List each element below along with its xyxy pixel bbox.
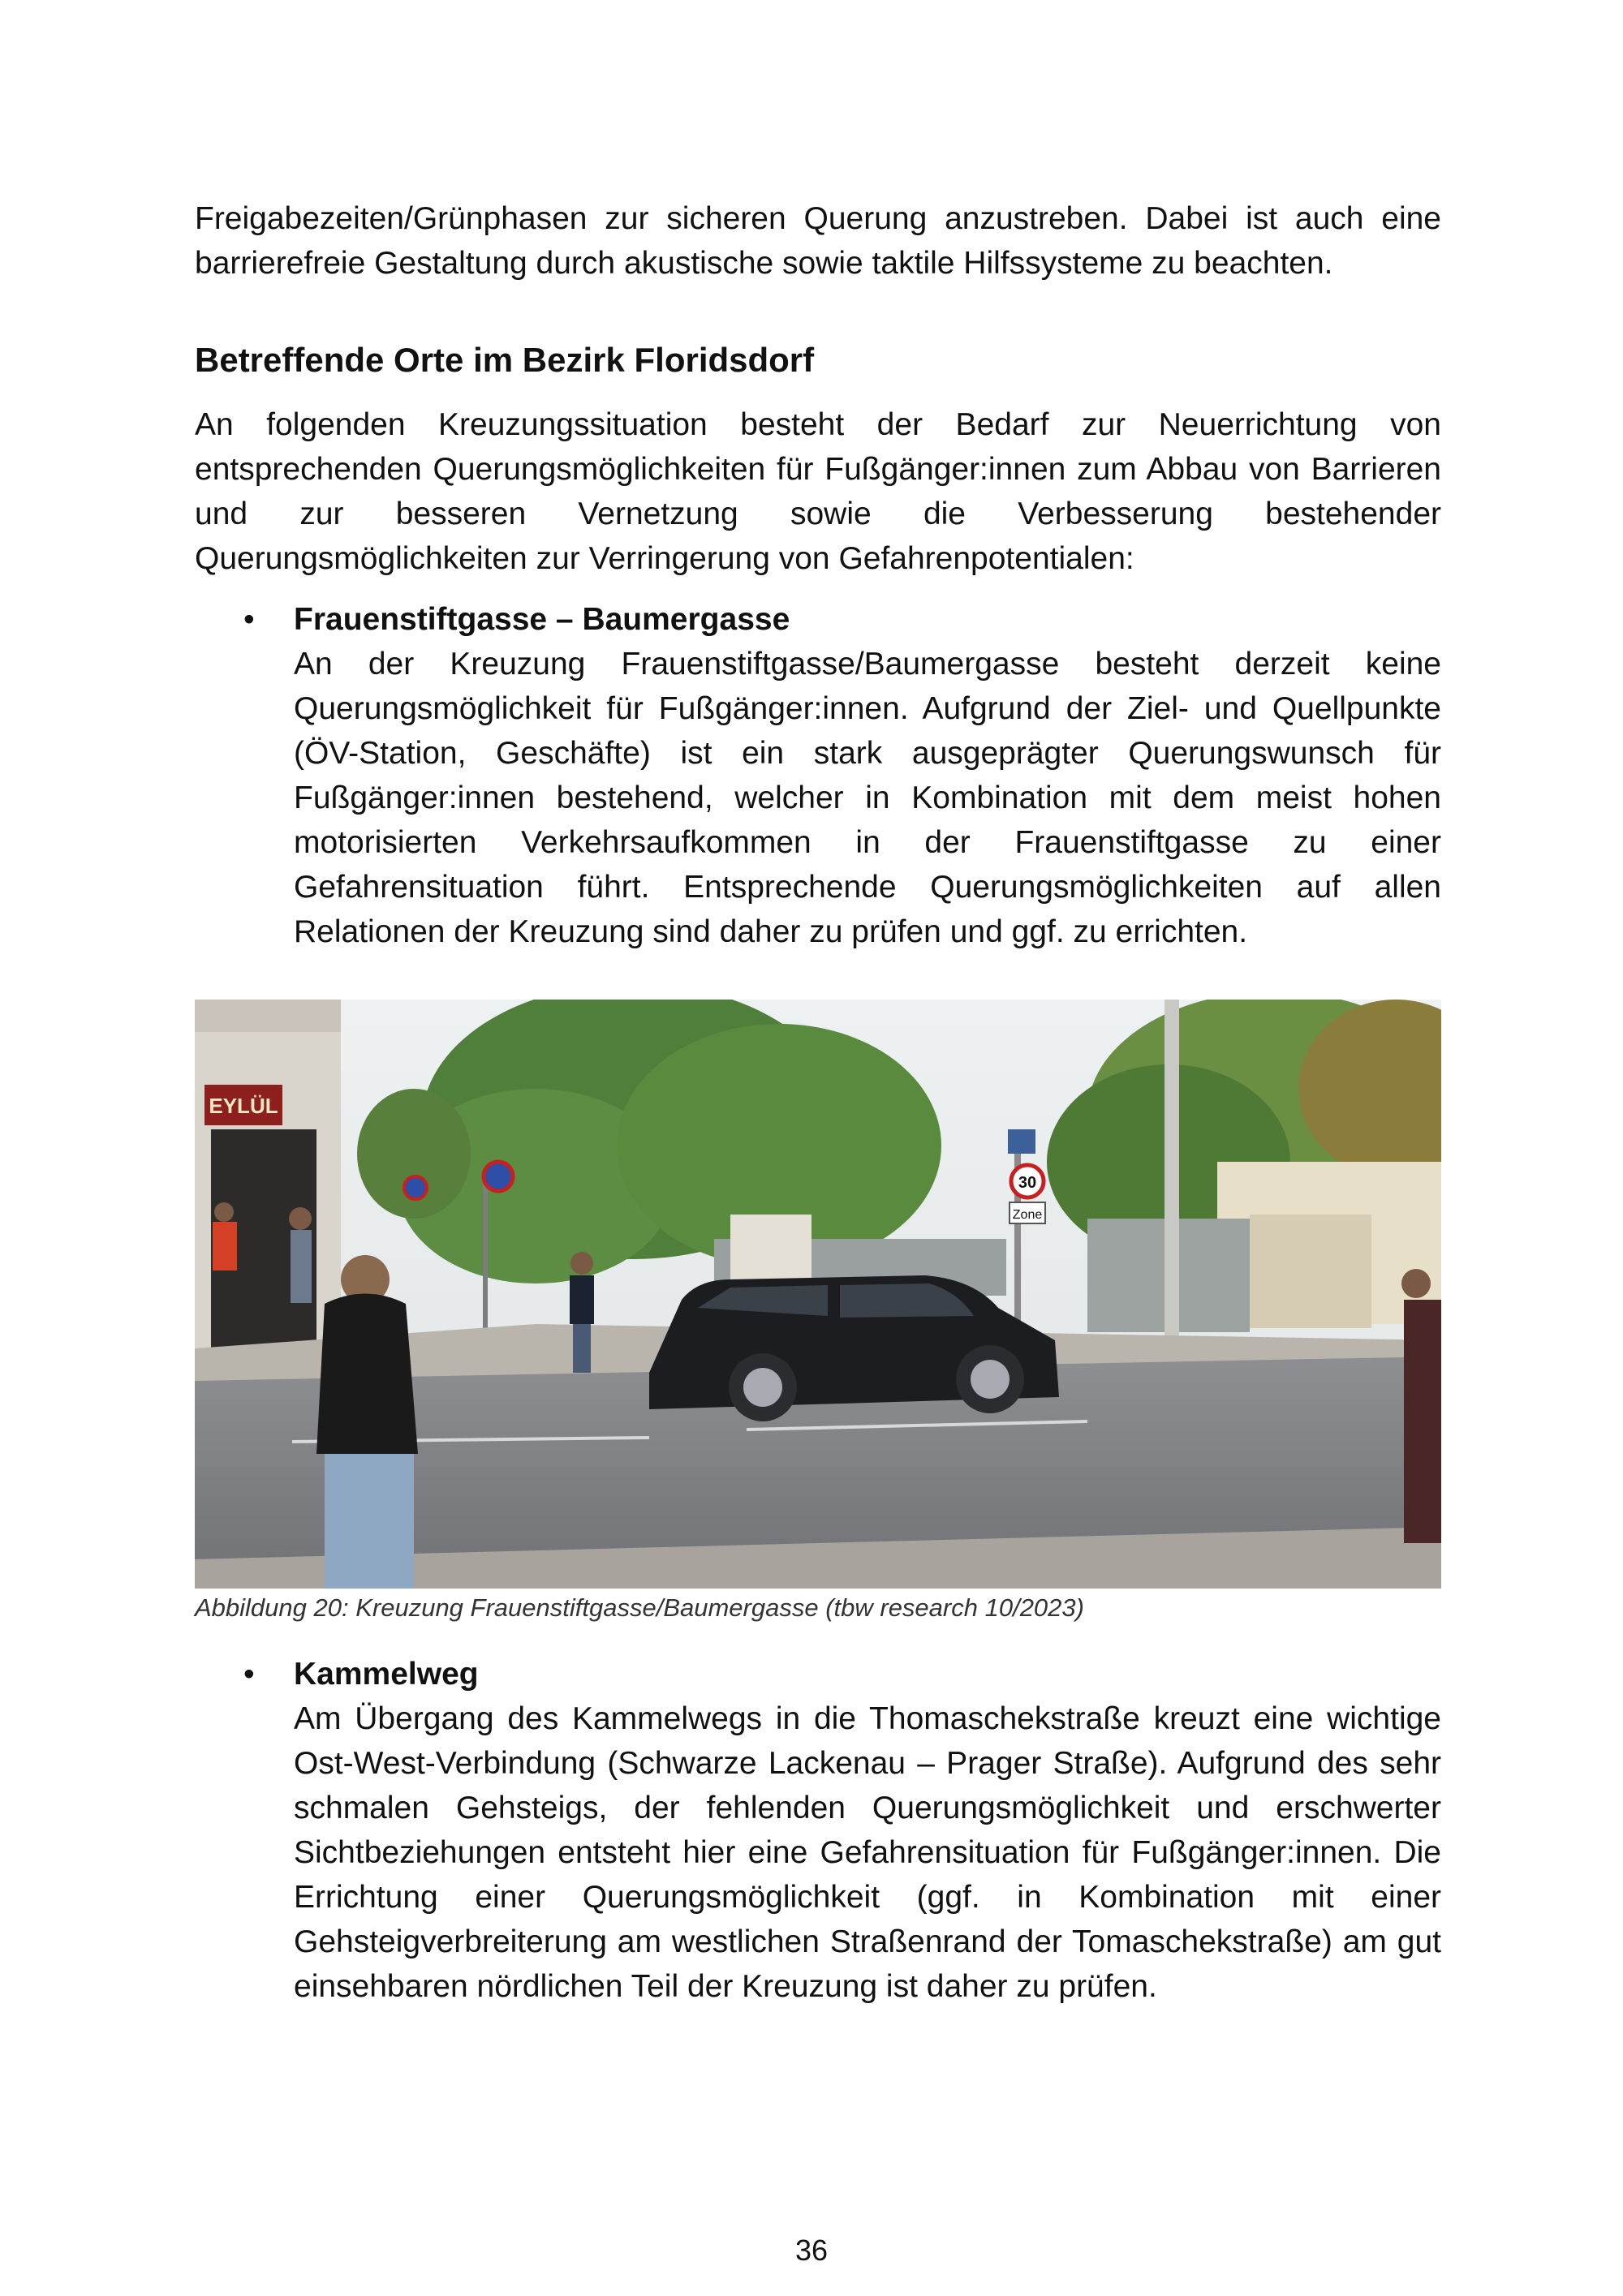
bullet-marker: • <box>243 1657 255 1692</box>
bullet-item-kammelweg <box>243 1652 1441 2009</box>
pole <box>1165 1000 1179 1340</box>
zone-label: Zone <box>1012 1208 1043 1222</box>
bullet-marker: • <box>243 602 255 637</box>
speed-limit-value: 30 <box>1018 1174 1037 1192</box>
figure-caption: Abbildung 20: Kreuzung Frauenstiftgasse/Baumergasse (tbw research 10/2023) <box>195 1593 1084 1622</box>
shop-sign: EYLÜL <box>209 1094 278 1118</box>
section-paragraph: An folgenden Kreuzungssituation besteht der Bedarf zur Neuerrichtung von entsprechenden Querungsmöglichkeiten für Fußgänger:innen zum Abbau von Barrieren und zur besseren Vernetzung sowie die Verbesserung bestehender Querungsmöglichkeiten zur Verringerung von Gefahrenpotentialen: <box>195 407 1441 576</box>
bullet-title: Frauenstiftgasse – Baumergasse <box>294 602 790 637</box>
sign-pole <box>1014 1129 1021 1340</box>
bullet-title: Kammelweg <box>294 1657 479 1692</box>
bullet-body: An der Kreuzung Frauenstiftgasse/Baumergasse besteht derzeit keine Querungsmöglichkeit für Fußgänger:innen. Aufgrund der Ziel- und Quellpunkte (ÖV-Station, Geschäfte) ist ein stark ausgeprägter Querungswunsch für Fußgänger:innen bestehend, welcher in Kombination mit dem meist hohen motorisierten Verkehrsaufkommen in der Frauenstiftgasse zu einer Gefahrensituation führt. Entsprechende Querungsmöglichkeiten auf allen Relationen der Kreuzung sind daher zu prüfen und ggf. zu errichten. <box>294 647 1441 949</box>
page-number: 36 <box>794 2234 829 2267</box>
figure-photo <box>195 1000 1441 1589</box>
pedestrian-woman <box>316 1255 418 1589</box>
no-parking-sign <box>484 1162 513 1191</box>
bullet-body: Am Übergang des Kammelwegs in die Thomaschekstraße kreuzt eine wichtige Ost-West-Verbindung (Schwarze Lackenau – Prager Straße). Aufgrund des sehr schmalen Gehsteigs, der fehlenden Querungsmöglichkeit und erschwerter Sichtbeziehungen entsteht hier eine Gefahrensituation für Fußgänger:innen. Die Errichtung einer Querungsmöglichkeit (ggf. in Kombination mit einer Gehsteigverbreiterung am westlichen Straßenrand der Tomaschekstraße) am gut einsehbaren nördlichen Teil der Kreuzung ist daher zu prüfen. <box>294 1701 1441 2004</box>
left-building <box>195 1000 341 1357</box>
section-heading: Betreffende Orte im Bezirk Floridsdorf <box>195 341 815 379</box>
bullet-item-frauenstiftgasse <box>243 597 1441 954</box>
intro-paragraph: Freigabezeiten/Grünphasen zur sicheren Querung anzustreben. Dabei ist auch eine barrierefreie Gestaltung durch akustische sowie taktile Hilfssysteme zu beachten. <box>195 201 1441 281</box>
